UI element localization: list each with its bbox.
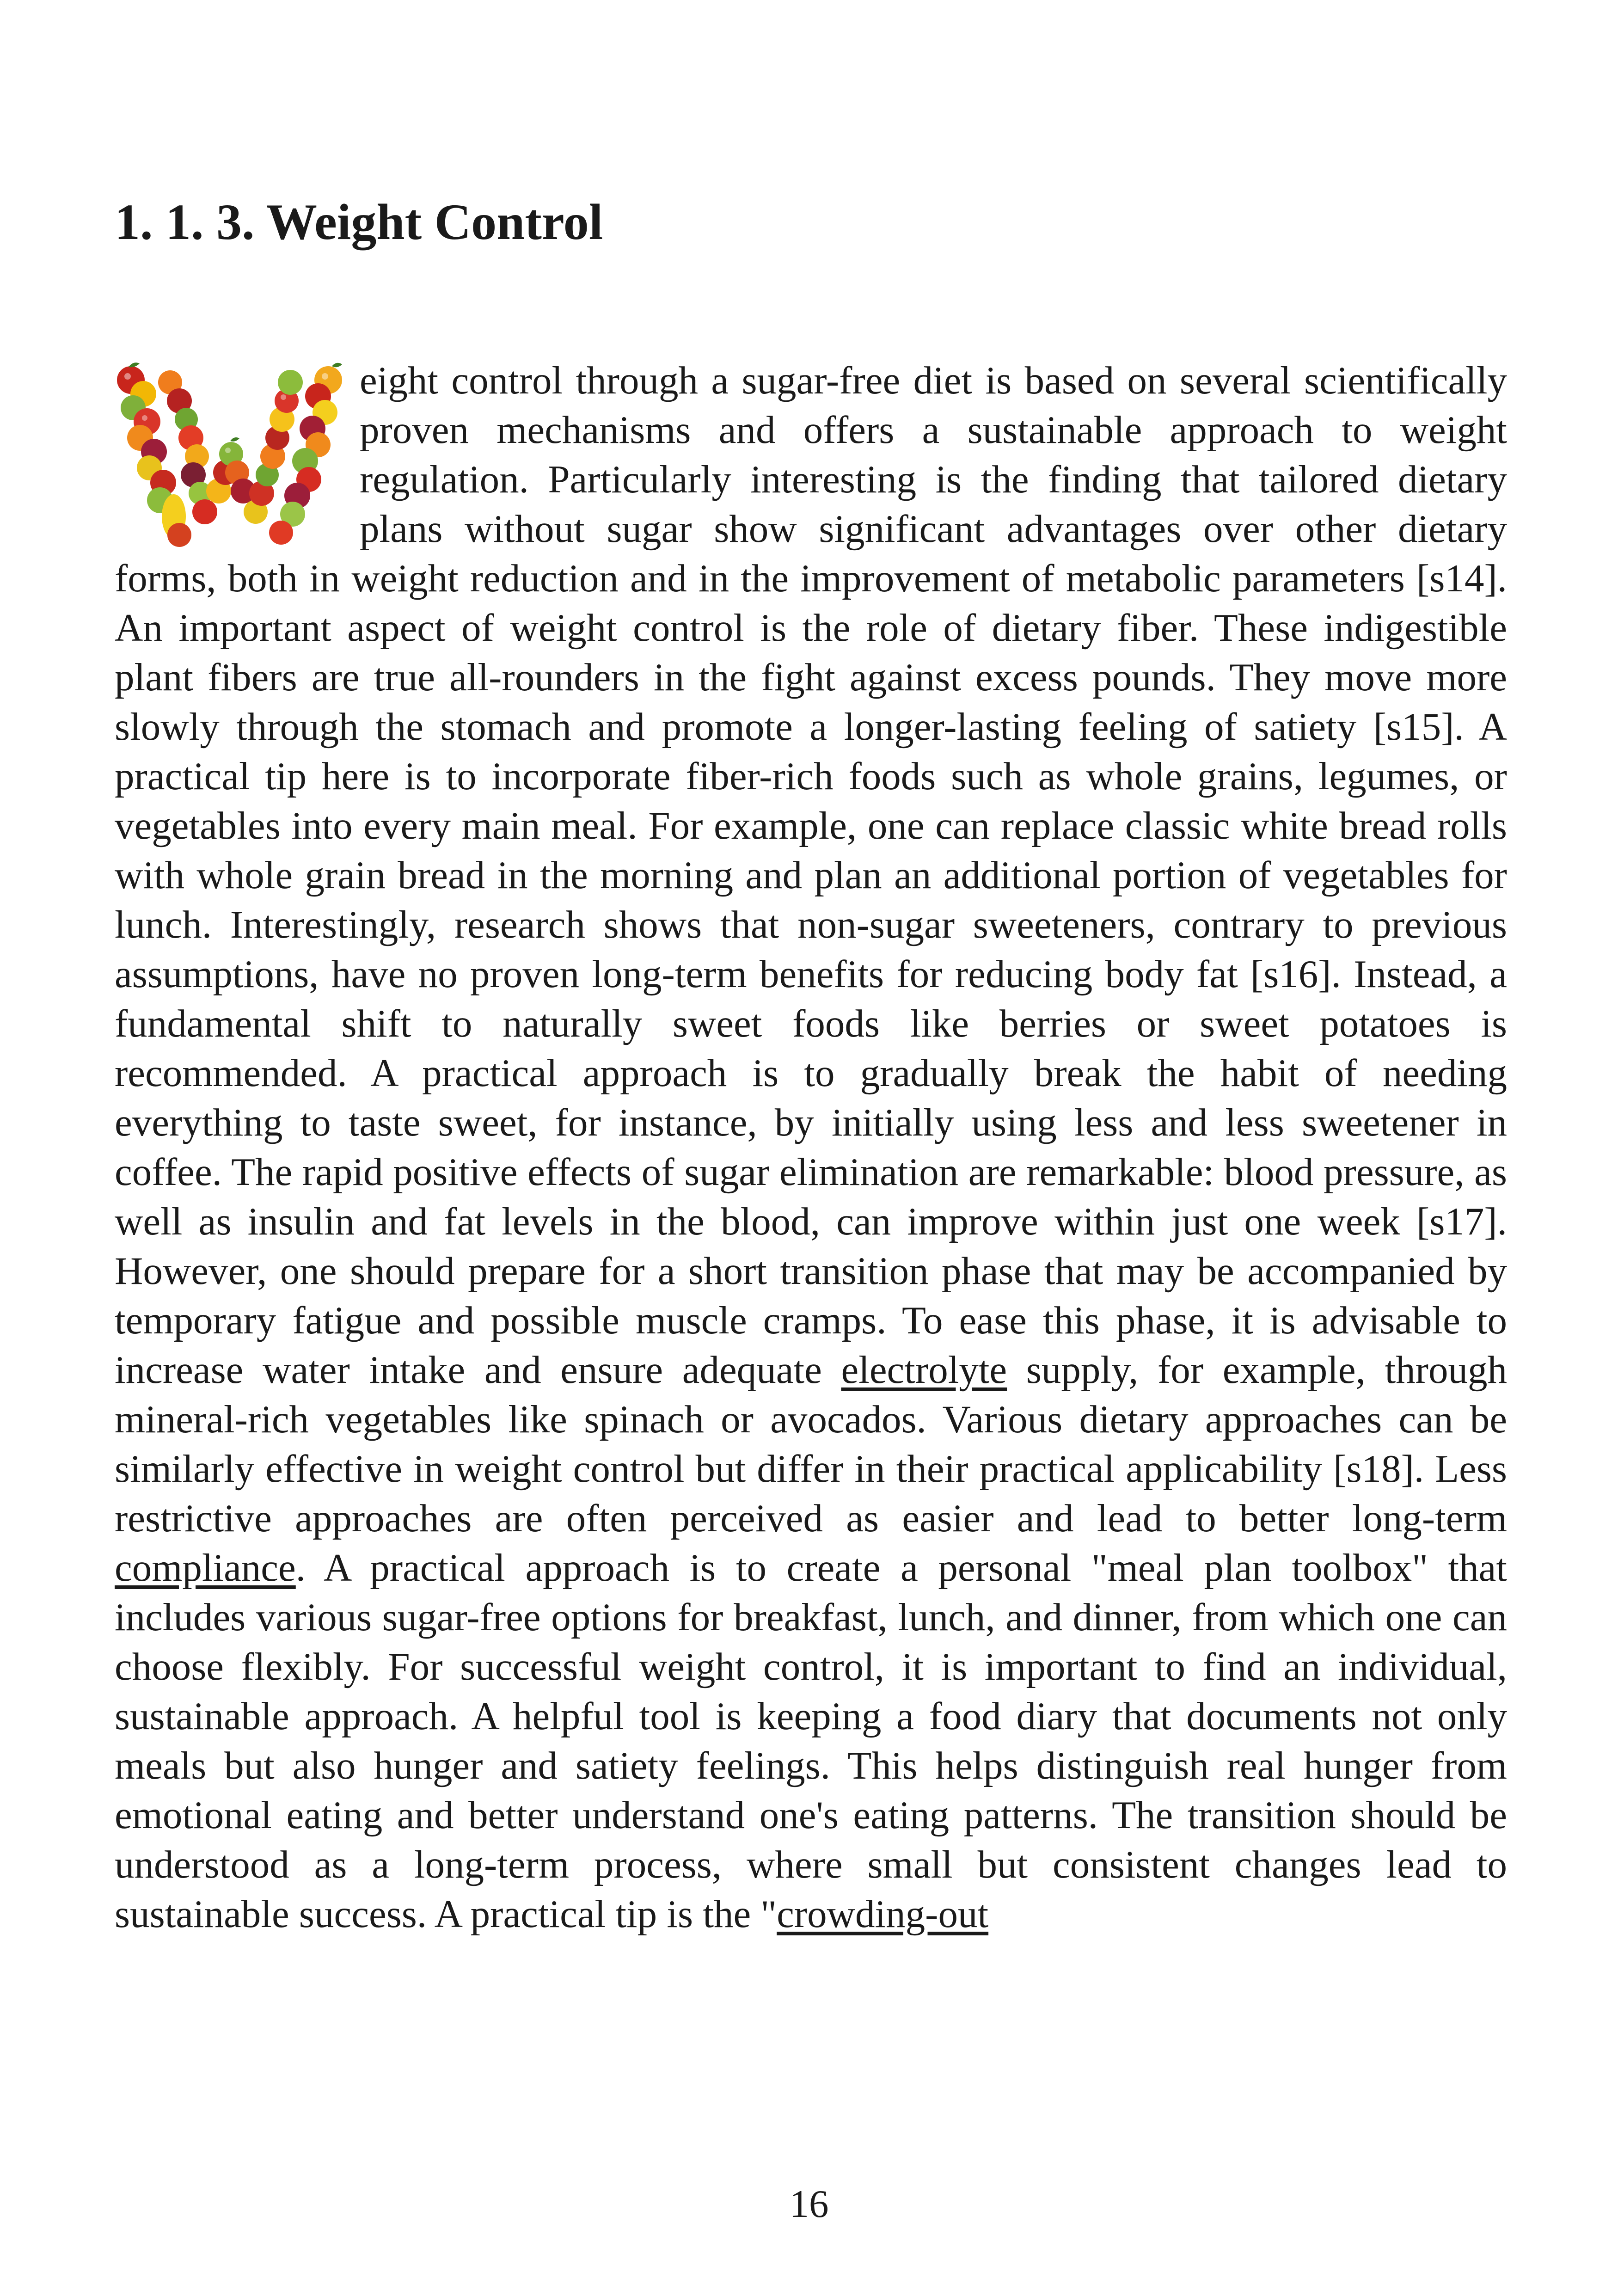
term-electrolyte-link[interactable]: electrolyte: [841, 1348, 1007, 1392]
paragraph-text: eight control through a sugar-free diet is based on several scientifically proven mechanisms and offers a sustainable approach to weight regulation. Particularly interesting is the finding that tailored dietary plans without sugar show significant advantages over other dietary forms, both in weight reduction and in the improvement of metabolic parameters [s14]. An important aspect of weight control is the role of dietary fiber. These indigestible plant fibers are true all-rounders in the fight against excess pounds. They move more slowly through the stomach and promote a longer-lasting feeling of satiety [s15]. A practical tip here is to incorporate fiber-rich foods such as whole grains, legumes, or vegetables into every main meal. For example, one can replace classic white bread rolls with whole grain bread in the morning and plan an additional portion of vegetables for lunch. Interestingly, research shows that non-sugar sweeteners, contrary to previous assumptions, have no proven long-term benefits for reducing body fat [s16]. Instead, a fundamental shift to naturally sweet foods like berries or sweet potatoes is recommended. A practical approach is to gradually break the habit of needing everything to taste sweet, for instance, by initially using less and less sweetener in coffee. The rapid positive effects of sugar elimination are remarkable: blood pressure, as well as insulin and fat levels in the blood, can improve within just one week [s17]. However, one should prepare for a short transition phase that may be accompanied by temporary fatigue and possible muscle cramps. To ease this phase, it is advisable to increase water intake and ensure adequate: [115, 359, 1507, 1392]
term-crowding-out-link[interactable]: crowding-out: [777, 1892, 989, 1936]
paragraph-text: . A practical approach is to create a personal "meal plan toolbox" that includes various sugar-free options for breakfast, lunch, and dinner, from which one can choose flexibly. For successful weight control, it is important to find an individual, sustainable approach. A helpful tool is keeping a food diary that documents not only meals but also hunger and satiety feelings. This helps distinguish real hunger from emotional eating and better understand one's eating patterns. The transition should be understood as a long-term process, where small but consistent changes lead to sustainable success. A practical tip is the ": [115, 1546, 1507, 1936]
page-number: 16: [789, 2182, 829, 2226]
fruit-letter-w-icon: [115, 362, 346, 551]
body-paragraph: [115, 356, 1507, 1939]
section-heading: 1. 1. 3. Weight Control: [115, 194, 603, 250]
term-compliance-link[interactable]: compliance: [115, 1546, 296, 1590]
paragraph-text: supply, for example, through mineral-rich vegetables like spinach or avocados. Various dietary approaches can be similarly effective in weight control but differ in their practical applicability [s18]. Less restrictive approaches are often perceived as easier and lead to better long-term: [115, 1348, 1507, 1540]
